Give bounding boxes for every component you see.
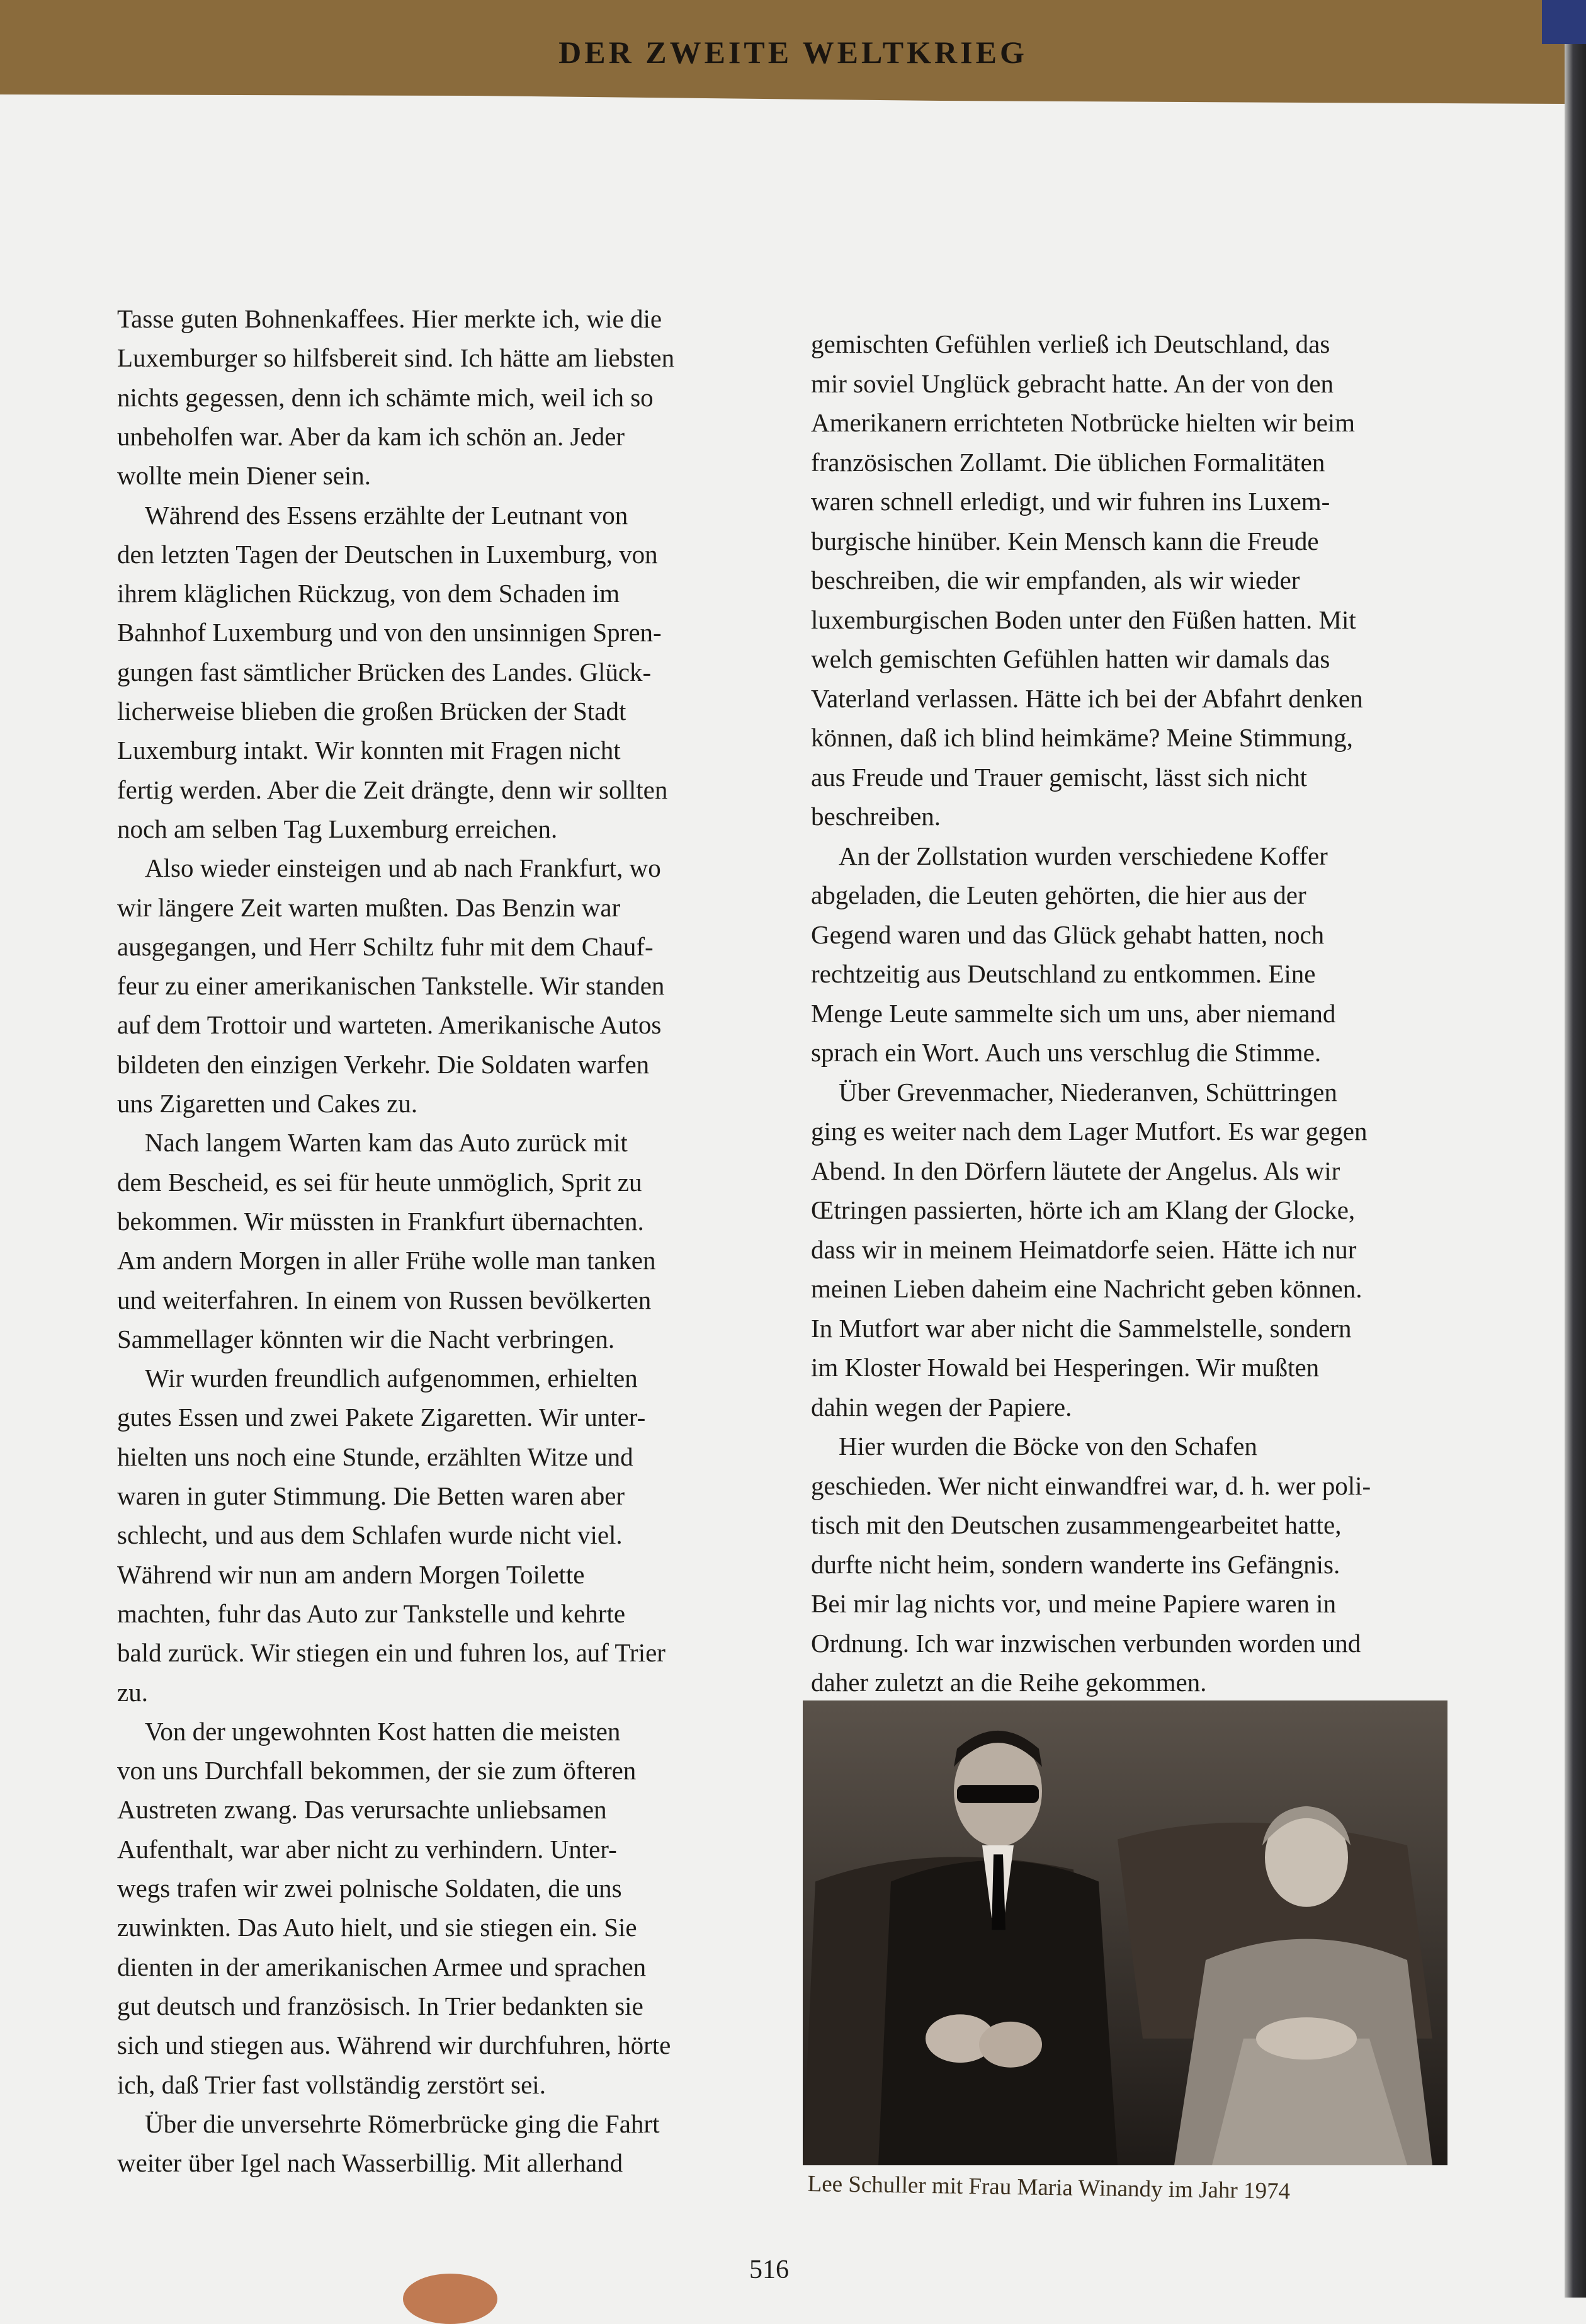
text-line: In Mutfort war aber nicht die Sammelstelle, sondern — [811, 1313, 1352, 1343]
text-line: Bei mir lag nichts vor, und meine Papiere waren in — [811, 1589, 1337, 1618]
text-line: auf dem Trottoir und warteten. Amerikanische Autos — [117, 1010, 662, 1040]
text-line: Œtringen passierten, hörte ich am Klang der Glocke, — [811, 1195, 1356, 1224]
text-line: uns Zigaretten und Cakes zu. — [117, 1089, 418, 1118]
text-line: Sammellager könnten wir die Nacht verbringen. — [117, 1324, 615, 1353]
text-line: nichts gegessen, denn ich schämte mich, weil ich so — [117, 382, 654, 412]
text-line: den letzten Tagen der Deutschen in Luxemburg, von — [117, 539, 658, 569]
text-line: Also wieder einsteigen und ab nach Frankfurt, wo — [145, 853, 661, 883]
text-line: gemischten Gefühlen verließ ich Deutschland, das — [811, 329, 1330, 358]
text-line: machten, fuhr das Auto zur Tankstelle und kehrte — [117, 1598, 626, 1628]
text-line: Während wir nun am andern Morgen Toilette — [117, 1559, 585, 1589]
book-edge — [1565, 0, 1586, 2298]
text-line: wir längere Zeit warten mußten. Das Benzin war — [117, 892, 621, 922]
text-line: können, daß ich blind heimkäme? Meine Stimmung, — [811, 723, 1353, 752]
text-line: mir soviel Unglück gebracht hatte. An der von den — [811, 368, 1334, 398]
photograph — [803, 1700, 1447, 2165]
text-line: Bahnhof Luxemburg und von den unsinnigen Spren- — [117, 618, 662, 647]
text-line: Während des Essens erzählte der Leutnant von — [145, 500, 628, 530]
page-number: 516 — [749, 2255, 789, 2284]
photo-image — [803, 1700, 1447, 2165]
text-line: wegs trafen wir zwei polnische Soldaten, die uns — [117, 1874, 622, 1903]
text-line: unbeholfen war. Aber da kam ich schön an. Jeder — [117, 421, 625, 451]
text-line: dem Bescheid, es sei für heute unmöglich, Sprit zu — [117, 1167, 642, 1197]
text-line: Gegend waren und das Glück gehabt hatten, noch — [811, 920, 1325, 949]
text-line: zu. — [117, 1677, 148, 1707]
text-line: Über Grevenmacher, Niederanven, Schüttringen — [839, 1077, 1337, 1107]
text-line: französischen Zollamt. Die üblichen Formalitäten — [811, 447, 1325, 477]
text-line: Am andern Morgen in aller Frühe wolle man tanken — [117, 1246, 656, 1275]
text-line: feur zu einer amerikanischen Tankstelle. Wir standen — [117, 971, 665, 1001]
text-line: An der Zollstation wurden verschiedene Koffer — [839, 841, 1328, 870]
text-line: burgische hinüber. Kein Mensch kann die Freude — [811, 526, 1319, 555]
text-line: Luxemburg intakt. Wir konnten mit Fragen nicht — [117, 736, 621, 765]
text-line: licherweise blieben die großen Brücken der Stadt — [117, 697, 626, 726]
text-line: wollte mein Diener sein. — [117, 461, 371, 491]
text-line: Über die unversehrte Römerbrücke ging die Fahrt — [145, 2109, 660, 2138]
finger-tip — [403, 2274, 497, 2324]
text-line: Abend. In den Dörfern läutete der Angelus. Als wir — [811, 1156, 1340, 1185]
text-line: welch gemischten Gefühlen hatten wir damals das — [811, 644, 1330, 673]
text-line: schlecht, und aus dem Schlafen wurde nicht viel. — [117, 1520, 623, 1550]
text-line: gut deutsch und französisch. In Trier bedankten sie — [117, 1991, 643, 2020]
text-line: bekommen. Wir müssten in Frankfurt übernachten. — [117, 1206, 644, 1236]
text-line: tisch mit den Deutschen zusammengearbeitet hatte, — [811, 1510, 1342, 1539]
text-line: aus Freude und Trauer gemischt, lässt sich nicht — [811, 762, 1308, 792]
text-line: abgeladen, die Leuten gehörten, die hier aus der — [811, 880, 1306, 909]
text-line: rechtzeitig aus Deutschland zu entkommen. Eine — [811, 959, 1316, 988]
text-line: Nach langem Warten kam das Auto zurück mit — [145, 1128, 628, 1158]
text-line: Von der ungewohnten Kost hatten die meisten — [145, 1716, 621, 1746]
text-line: Tasse guten Bohnenkaffees. Hier merkte ich, wie die — [117, 304, 662, 333]
text-line: Vaterland verlassen. Hätte ich bei der Abfahrt denken — [811, 683, 1363, 713]
text-line: und weiterfahren. In einem von Russen bevölkerten — [117, 1285, 652, 1314]
text-line: Hier wurden die Böcke von den Schafen — [839, 1432, 1257, 1461]
text-line: fertig werden. Aber die Zeit drängte, denn wir sollten — [117, 775, 668, 804]
text-line: gungen fast sämtlicher Brücken des Landes. Glück- — [117, 657, 652, 686]
text-line: durfte nicht heim, sondern wanderte ins Gefängnis. — [811, 1549, 1340, 1579]
text-line: sich und stiegen aus. Während wir durchfuhren, hörte — [117, 2031, 671, 2060]
text-line: ausgegangen, und Herr Schiltz fuhr mit dem Chauf- — [117, 931, 654, 961]
running-head: DER ZWEITE WELTKRIEG — [558, 35, 1028, 70]
text-line: Ordnung. Ich war inzwischen verbunden worden und — [811, 1628, 1361, 1658]
text-line: noch am selben Tag Luxemburg erreichen. — [117, 814, 558, 843]
text-line: gutes Essen und zwei Pakete Zigaretten. Wir unter- — [117, 1403, 646, 1432]
text-line: Aufenthalt, war aber nicht zu verhindern. Unter- — [117, 1834, 617, 1864]
text-line: geschieden. Wer nicht einwandfrei war, d. h. wer poli- — [811, 1471, 1371, 1500]
text-line: ihrem kläglichen Rückzug, von dem Schaden im — [117, 579, 620, 608]
text-line: waren in guter Stimmung. Die Betten waren aber — [117, 1481, 625, 1510]
text-line: waren schnell erledigt, und wir fuhren ins Luxem- — [811, 487, 1330, 516]
text-line: bald zurück. Wir stiegen ein und fuhren los, auf Trier — [117, 1638, 666, 1668]
text-line: dahin wegen der Papiere. — [811, 1392, 1072, 1421]
text-line: ging es weiter nach dem Lager Mutfort. Es war gegen — [811, 1117, 1368, 1146]
text-line: luxemburgischen Boden unter den Füßen hatten. Mit — [811, 605, 1356, 634]
text-line: sprach ein Wort. Auch uns verschlug die Stimme. — [811, 1038, 1322, 1067]
text-line: dienten in der amerikanischen Armee und sprachen — [117, 1952, 647, 1981]
text-line: bildeten den einzigen Verkehr. Die Soldaten warfen — [117, 1049, 650, 1079]
text-line: im Kloster Howald bei Hesperingen. Wir mußten — [811, 1353, 1320, 1382]
text-line: meinen Lieben daheim eine Nachricht geben können. — [811, 1274, 1362, 1303]
text-line: daher zuletzt an die Reihe gekommen. — [811, 1668, 1207, 1697]
text-line: weiter über Igel nach Wasserbillig. Mit allerhand — [117, 2148, 623, 2178]
text-line: Menge Leute sammelte sich um uns, aber niemand — [811, 998, 1336, 1028]
text-line: dass wir in meinem Heimatdorfe seien. Hätte ich nur — [811, 1234, 1357, 1264]
text-line: Wir wurden freundlich aufgenommen, erhielten — [145, 1364, 638, 1393]
text-line: ich, daß Trier fast vollständig zerstört sei. — [117, 2070, 546, 2099]
text-line: Amerikanern errichteten Notbrücke hielten wir beim — [811, 408, 1356, 437]
text-line: Austreten zwang. Das verursachte unliebsamen — [117, 1795, 607, 1825]
photo-caption: Lee Schuller mit Frau Maria Winandy im Jahr 1974 — [807, 2170, 1291, 2205]
text-line: Luxemburger so hilfsbereit sind. Ich hätte am liebsten — [117, 343, 675, 373]
text-line: hielten uns noch eine Stunde, erzählten Witze und — [117, 1442, 633, 1471]
text-line: zuwinkten. Das Auto hielt, und sie stiegen ein. Sie — [117, 1913, 637, 1942]
text-line: beschreiben, die wir empfanden, als wir wieder — [811, 566, 1300, 595]
text-line: von uns Durchfall bekommen, der sie zum öfteren — [117, 1756, 637, 1786]
text-line: beschreiben. — [811, 802, 941, 831]
